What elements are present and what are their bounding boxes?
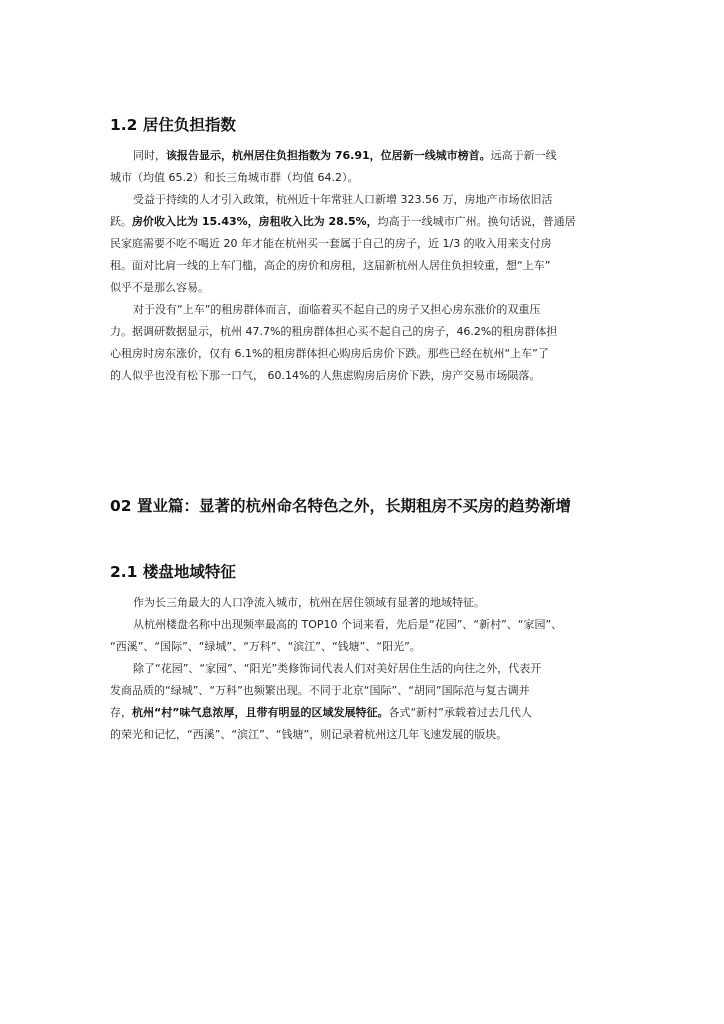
text-line: 城市（均值 65.2）和长三角城市群（均值 64.2）。 bbox=[110, 171, 359, 184]
text-line: “西溪”、“国际”、“绿城”、“万科”、“滨江”、“钱塘”、“阳光”。 bbox=[110, 640, 421, 653]
bold-text-run: 该报告显示，杭州居住负担指数为 76.91，位居新一线城市榜首。 bbox=[166, 149, 491, 162]
paragraph-regional-features bbox=[110, 592, 620, 614]
text-run: 均高于一线城市广州。换句话说，普通居 bbox=[377, 215, 576, 228]
text-line bbox=[110, 211, 620, 233]
text-line: 心租房时房东涨价，仅有 6.1%的租房群体担心购房后房价下跌。那些已经在杭州“上车”了 bbox=[110, 347, 549, 360]
section-heading-2-1: 2.1 楼盘地域特征 bbox=[110, 563, 236, 581]
text-run: 存， bbox=[110, 706, 132, 719]
text-line: 受益于持续的人才引入政策，杭州近十年常驻人口新增 323.56 万，房地产市场依旧活 bbox=[133, 193, 553, 206]
text-line bbox=[110, 145, 620, 167]
paragraph-population bbox=[110, 189, 620, 299]
text-line: 对于没有“上车”的租房群体而言，面临着买不起自己的房子又担心房东涨价的双重压 bbox=[133, 303, 541, 316]
paragraph-renters bbox=[110, 299, 620, 387]
text-line: 力。据调研数据显示，杭州 47.7%的租房群体担心买不起自己的房子，46.2%的租房群体担 bbox=[110, 325, 558, 338]
text-line: 的荣光和记忆，“西溪”、“滨江”、“钱塘”，则记录着杭州这几年飞速发展的版块。 bbox=[110, 728, 508, 741]
paragraph-burden-index bbox=[110, 145, 620, 189]
paragraph-naming-style bbox=[110, 658, 620, 746]
text-run: 跃。 bbox=[110, 215, 132, 228]
text-line: 民家庭需要不吃不喝近 20 年才能在杭州买一套属于自己的房子，近 1/3 的收入用来支付房 bbox=[110, 237, 552, 250]
section-heading-1-2: 1.2 居住负担指数 bbox=[110, 116, 236, 134]
text-run: 同时， bbox=[133, 149, 166, 162]
text-line: 的人似乎也没有松下那一口气， 60.14%的人焦虑购房后房价下跌，房产交易市场陨落。 bbox=[110, 369, 541, 382]
paragraph-top10-words bbox=[110, 614, 620, 658]
chapter-heading-02: 02 置业篇：显著的杭州命名特色之外，长期租房不买房的趋势渐增 bbox=[110, 497, 571, 515]
text-line: 作为长三角最大的人口净流入城市，杭州在居住领域有显著的地域特征。 bbox=[133, 596, 485, 609]
text-run: 各式“新村”承载着过去几代人 bbox=[388, 706, 532, 719]
text-line: 发商品质的“绿城”、“万科”也频繁出现。不同于北京“国际”、“胡同”国际范与复古调并 bbox=[110, 684, 530, 697]
text-line: 从杭州楼盘名称中出现频率最高的 TOP10 个词来看，先后是“花园”、“新村”、“家园”、 bbox=[133, 618, 563, 631]
text-line: 似乎不是那么容易。 bbox=[110, 281, 209, 294]
text-line bbox=[110, 702, 620, 724]
text-run: 远高于新一线 bbox=[490, 149, 557, 162]
text-line: 租。面对比肩一线的上车门槛，高企的房价和房租，这届新杭州人居住负担较重，想“上车” bbox=[110, 259, 551, 272]
bold-text-run: 杭州“村”味气息浓厚，且带有明显的区域发展特征。 bbox=[132, 706, 389, 719]
text-line: 除了“花园”、“家园”、“阳光”类修饰词代表人们对美好居住生活的向往之外，代表开 bbox=[133, 662, 542, 675]
bold-text-run: 房价收入比为 15.43%，房租收入比为 28.5%， bbox=[132, 215, 378, 228]
